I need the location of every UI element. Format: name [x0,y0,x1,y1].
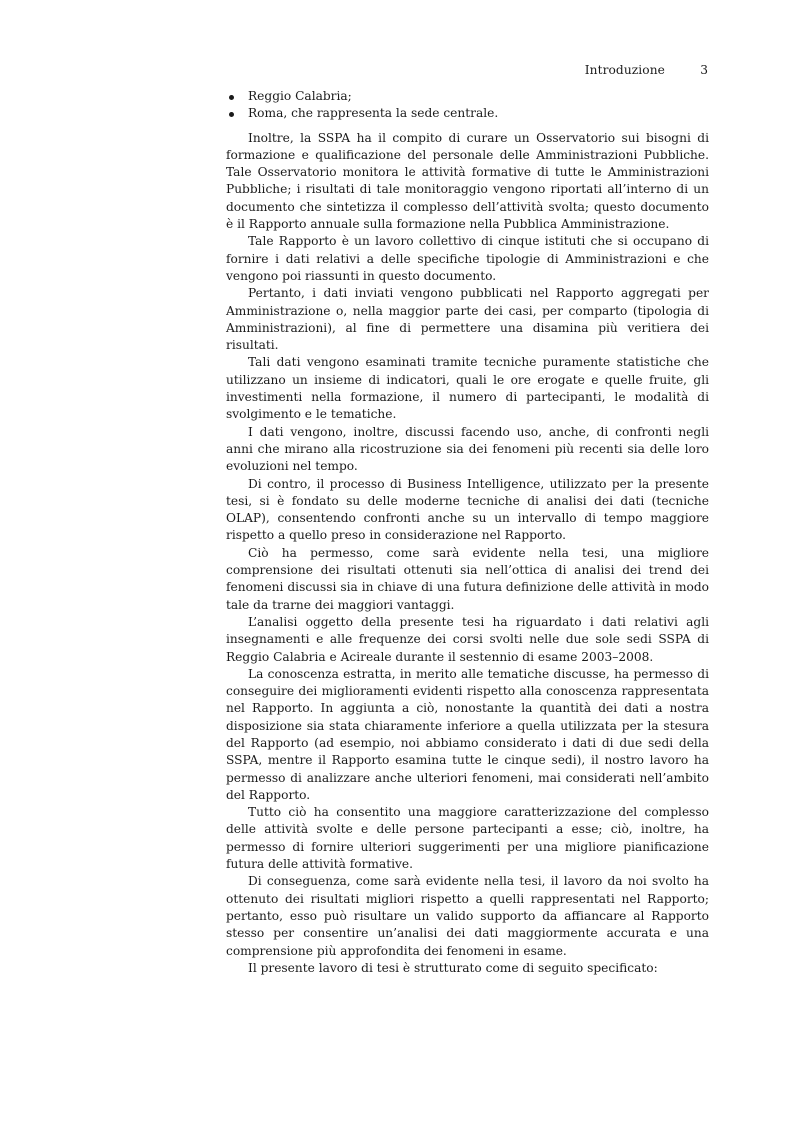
paragraph: Pertanto, i dati inviati vengono pubblicati nel Rapporto aggregati per Amministrazione o, nella maggior parte dei casi, per comparto (tipologia di Amministrazioni), al fine di permettere una disamina più veritiera dei risultati. [226,286,709,353]
paragraph: Tutto ciò ha consentito una maggiore caratterizzazione del complesso delle attività svolte e delle persone partecipanti a esse; ciò, inoltre, ha permesso di fornire ulteriori suggerimenti per una migliore pianificazione futura delle attività formative. [226,805,709,872]
paragraph: Di contro, il processo di Business Intelligence, utilizzato per la presente tesi, si è fondato su delle moderne tecniche di analisi dei dati (tecniche OLAP), consentendo confronti anche su un intervallo di tempo maggiore rispetto a quello preso in considerazione nel Rapporto. [226,476,709,543]
paragraph: I dati vengono, inoltre, discussi facendo uso, anche, di confronti negli anni che mirano alla ricostruzione sia dei fenomeni più recenti sia delle loro evoluzioni nel tempo. [226,424,709,474]
page-header [226,61,709,81]
paragraph: L’analisi oggetto della presente tesi ha riguardato i dati relativi agli insegnamenti e alle frequenze dei corsi svolti nelle due sole sedi SSPA di Reggio Calabria e Acireale durante il sestennio di esame 2003–2008. [226,614,709,664]
bullet-item: Reggio Calabria; [226,88,709,105]
paragraph: Il presente lavoro di tesi è strutturato come di seguito specificato: [248,960,658,975]
bullet-list [226,88,709,123]
page-body [226,88,709,977]
paragraph: Tali dati vengono esaminati tramite tecniche puramente statistiche che utilizzano un insieme di indicatori, quali le ore erogate e quelle fruite, gli investimenti nella formazione, il numero di partecipanti, le modalità di svolgimento e le tematiche. [226,355,709,422]
paragraph: Di conseguenza, come sarà evidente nella tesi, il lavoro da noi svolto ha ottenuto dei risultati migliori rispetto a quelli rappresentati nel Rapporto; pertanto, esso può risultare un valido supporto da affiancare al Rapporto stesso per consentire un’analisi dei dati maggiormente accurata e una comprensione più approfondita dei fenomeni in esame. [226,874,709,958]
bullet-item: Roma, che rappresenta la sede centrale. [226,105,709,122]
paragraph: Inoltre, la SSPA ha il compito di curare un Osservatorio sui bisogni di formazione e qualificazione del personale delle Amministrazioni Pubbliche. Tale Osservatorio monitora le attività formative di tutte le Amministrazioni Pubbliche; i risultati di tale monitoraggio vengono riportati all’interno di un documento che sintetizza il complesso dell’attività svolta; questo documento è il Rapporto annuale sulla formazione nella Pubblica Amministrazione. [226,130,709,232]
running-title: Introduzione [584,63,665,77]
paragraph: La conoscenza estratta, in merito alle tematiche discusse, ha permesso di conseguire dei miglioramenti evidenti rispetto alla conoscenza rappresentata nel Rapporto. In aggiunta a ciò, nonostante la quantità dei dati a nostra disposizione sia stata chiaramente inferiore a quella utilizzata per la stesura del Rapporto (ad esempio, noi abbiamo considerato i dati di due sedi della SSPA, mentre il Rapporto esamina tutte le cinque sedi), il nostro lavoro ha permesso di analizzare anche ulteriori fenomeni, mai considerati nell’ambito del Rapporto. [226,666,709,802]
paragraph: Ciò ha permesso, come sarà evidente nella tesi, una migliore comprensione dei risultati ottenuti sia nell’ottica di analisi dei trend dei fenomeni discussi sia in chiave di una futura definizione delle attività in modo tale da trarne dei maggiori vantaggi. [226,545,709,612]
paragraph: Tale Rapporto è un lavoro collettivo di cinque istituti che si occupano di fornire i dati relativi a delle specifiche tipologie di Amministrazioni e che vengono poi riassunti in questo documento. [226,234,709,283]
page-number: 3 [700,63,708,77]
